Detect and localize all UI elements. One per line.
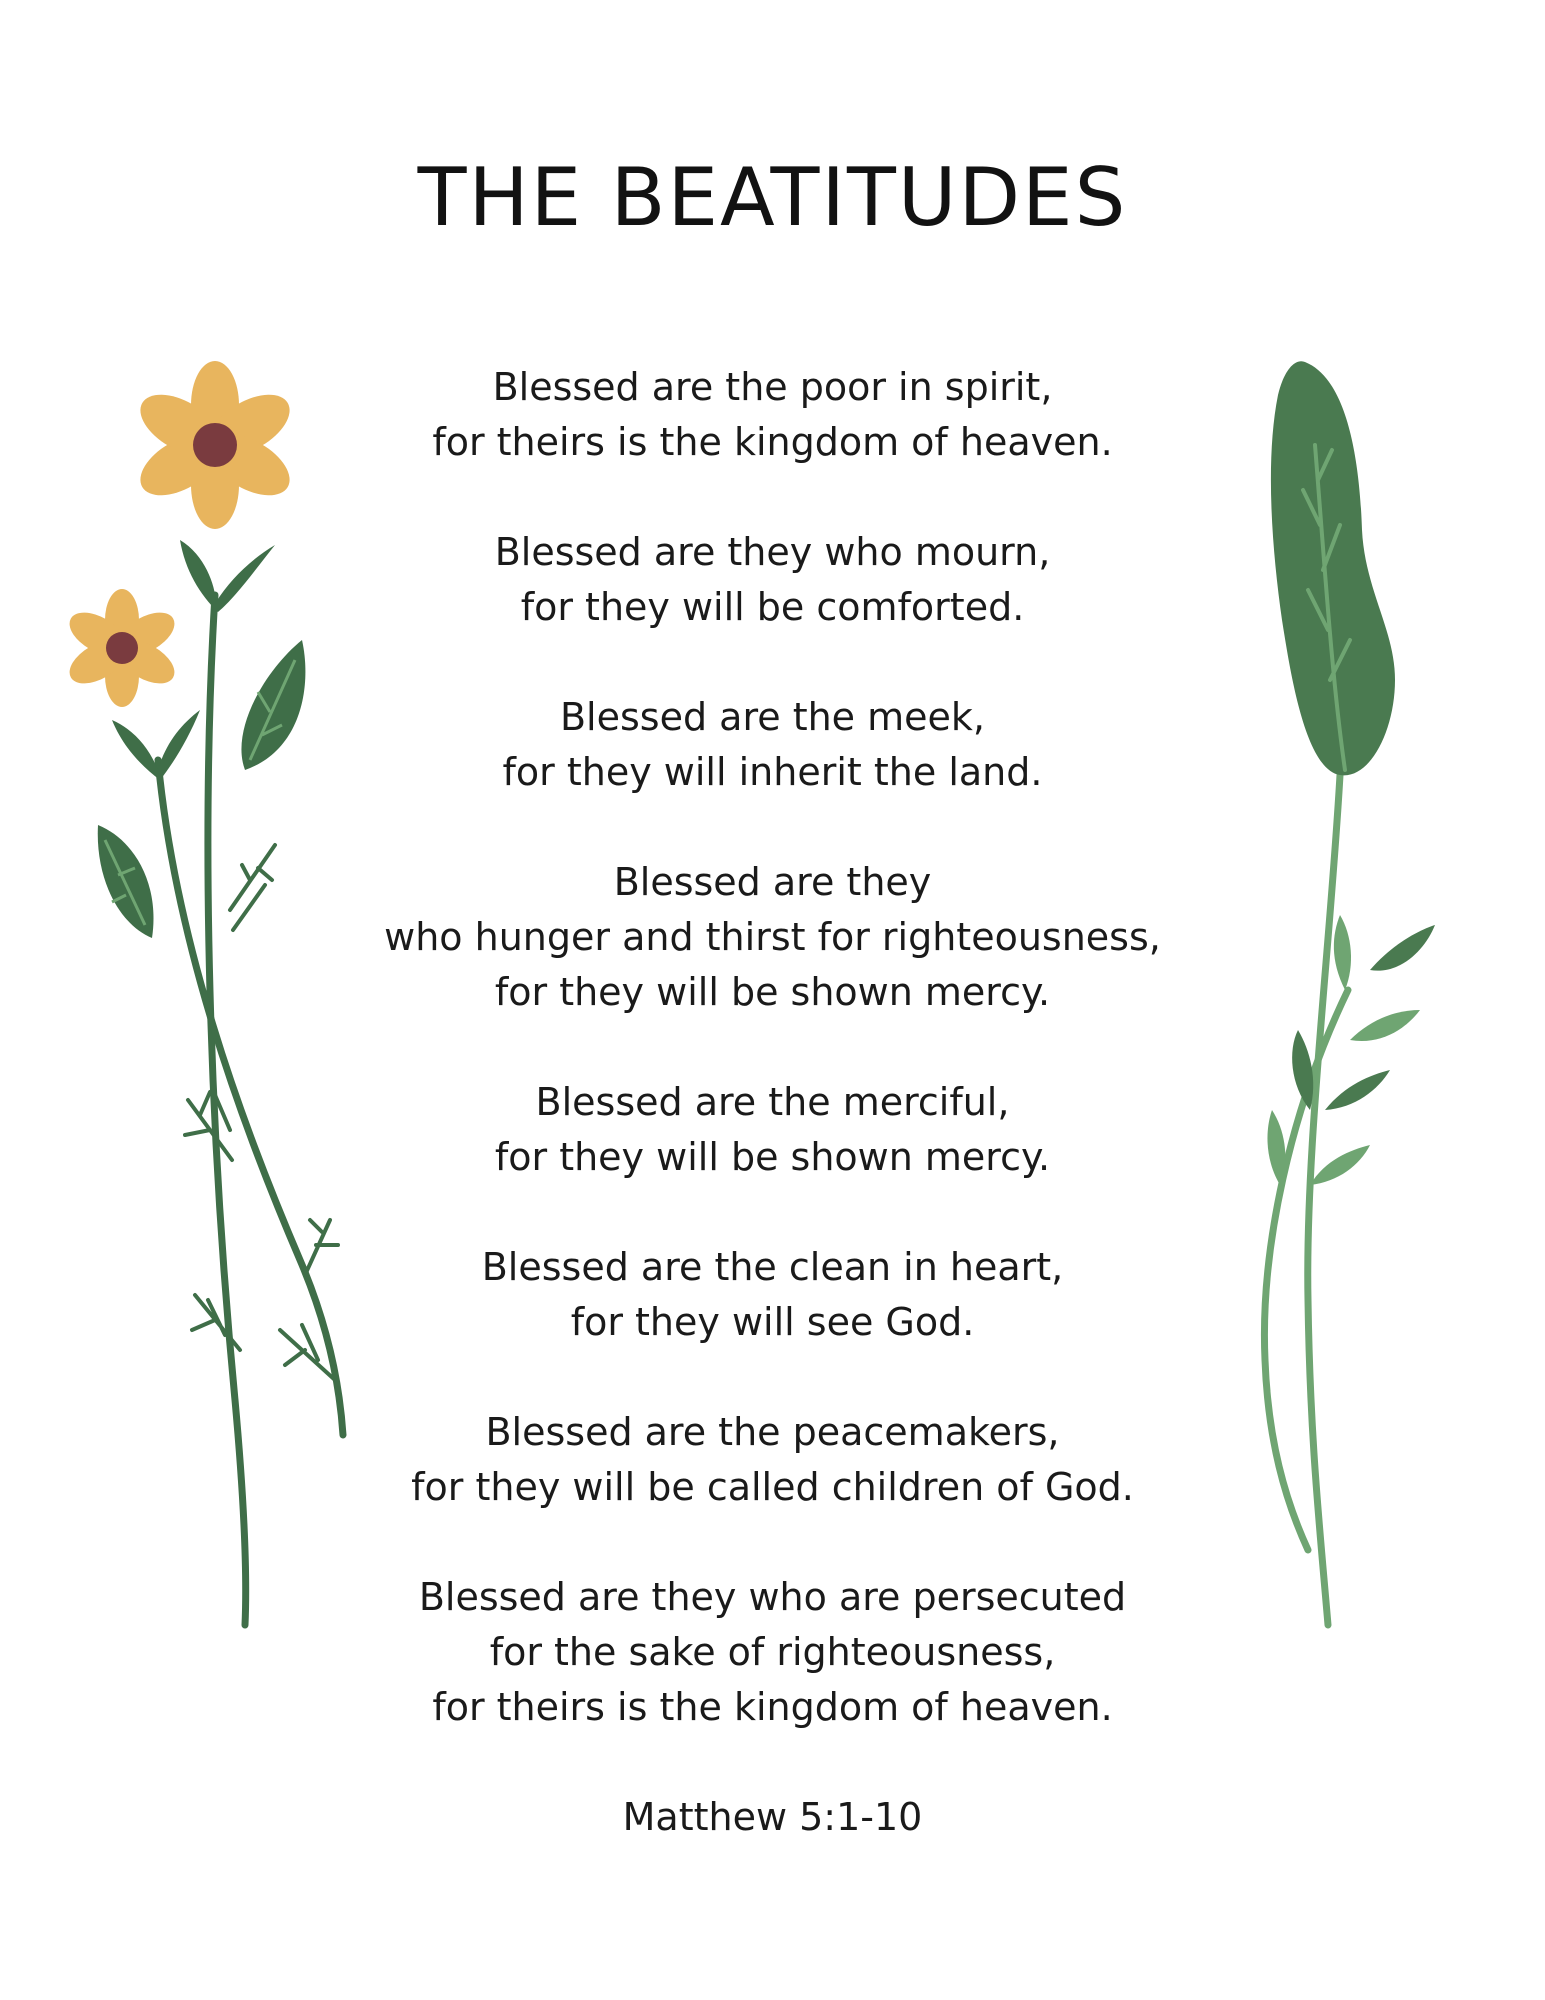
verse-line: for they will be called children of God. xyxy=(411,1465,1134,1509)
calyx-top xyxy=(180,540,275,612)
verse-stanza xyxy=(330,690,1215,800)
long-stem xyxy=(1308,775,1340,1625)
twig-bottom-left xyxy=(192,1295,240,1350)
verse-line: who hunger and thirst for righteousness, xyxy=(384,915,1161,959)
verse-line: Blessed are they who are persecuted xyxy=(418,1575,1127,1619)
verse-stanza xyxy=(330,1570,1215,1735)
leaf-2 xyxy=(1334,915,1351,990)
green-leaves-illustration xyxy=(1210,350,1450,1650)
verse-stanza xyxy=(330,360,1215,470)
verse-stanza xyxy=(330,855,1215,1020)
verse-line: Blessed are they who mourn, xyxy=(494,530,1051,574)
leaf-7 xyxy=(1310,1145,1370,1185)
leaf-6 xyxy=(1267,1110,1285,1185)
verse-line: Blessed are they xyxy=(613,860,932,904)
verse-line: for they will be comforted. xyxy=(520,585,1025,629)
verse-line: for theirs is the kingdom of heaven. xyxy=(432,420,1113,464)
verse-line: for they will be shown mercy. xyxy=(494,1135,1051,1179)
small-flower-icon xyxy=(62,589,181,707)
beatitudes-verses xyxy=(330,360,1215,1790)
verse-line: Blessed are the clean in heart, xyxy=(481,1245,1064,1289)
verse-line: Blessed are the merciful, xyxy=(535,1080,1010,1124)
verse-line: Blessed are the meek, xyxy=(559,695,985,739)
large-flower-icon xyxy=(130,361,299,529)
scripture-reference: Matthew 5:1-10 xyxy=(622,1795,923,1839)
verse-line: for they will inherit the land. xyxy=(502,750,1043,794)
verse-line: for they will be shown mercy. xyxy=(494,970,1051,1014)
verse-stanza xyxy=(330,1240,1215,1350)
verse-stanza xyxy=(330,1405,1215,1515)
leaf-3 xyxy=(1350,1010,1420,1041)
leaf-5 xyxy=(1325,1070,1390,1110)
twig-lower-left xyxy=(185,1092,232,1160)
verse-stanza xyxy=(330,1075,1215,1185)
large-leaf xyxy=(1271,361,1395,775)
calyx-small xyxy=(112,710,200,780)
verse-stanza xyxy=(330,525,1215,635)
verse-line: for theirs is the kingdom of heaven. xyxy=(432,1685,1113,1729)
secondary-stem xyxy=(158,760,343,1435)
page-title: THE BEATITUDES xyxy=(417,151,1128,244)
verse-line: for the sake of righteousness, xyxy=(489,1630,1056,1674)
wildflowers-illustration xyxy=(40,340,380,1640)
verse-line: Blessed are the peacemakers, xyxy=(485,1410,1060,1454)
twig-upper xyxy=(230,845,275,930)
leaf-4 xyxy=(1292,1030,1313,1110)
verse-line: Blessed are the poor in spirit, xyxy=(492,365,1053,409)
leaf-1 xyxy=(1370,925,1435,971)
verse-line: for they will see God. xyxy=(570,1300,975,1344)
